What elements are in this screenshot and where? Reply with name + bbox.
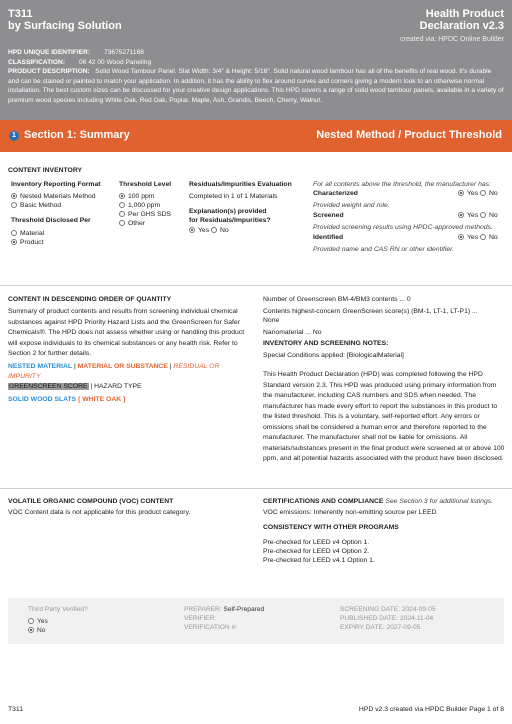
nanomaterial: Nanomaterial ... No — [263, 329, 322, 336]
explanation-yes-label: Yes — [198, 227, 210, 234]
radio-characterized-yes[interactable] — [458, 190, 464, 196]
opt-material-label: Material — [20, 230, 45, 237]
classification-label: CLASSIFICATION: — [8, 58, 66, 66]
expiry-date-value: 2027-09-05 — [386, 624, 421, 631]
legend-nested: NESTED MATERIAL — [8, 362, 73, 370]
section-bar — [0, 120, 512, 152]
verification-box — [8, 598, 504, 644]
contents-heading: CONTENT IN DESCENDING ORDER OF QUANTITY — [8, 296, 172, 303]
opt-basic-label: Basic Method — [20, 202, 62, 209]
section-title: Section 1: Summary — [24, 129, 130, 141]
opt-nested-label: Nested Materials Method — [20, 193, 96, 200]
third-party-label: Third Party Verified? — [28, 606, 88, 613]
item-nested-material: SOLID WOOD SLATS — [8, 395, 77, 403]
threshold-label: Product Threshold — [404, 129, 502, 141]
program-item: Pre-checked for LEED v4.1 Option 1. — [263, 557, 375, 564]
radio-identified-no[interactable] — [480, 234, 486, 240]
radio-other[interactable] — [119, 220, 125, 226]
radio-characterized-no[interactable] — [480, 190, 486, 196]
radio-material[interactable] — [11, 230, 17, 236]
residuals-value: Completed in 1 of 1 Materials — [189, 193, 278, 200]
verified-yes-label: Yes — [37, 618, 48, 625]
radio-explanation-no[interactable] — [211, 227, 217, 233]
characterized-note: Provided weight and role. — [313, 202, 390, 209]
preparer-label: PREPARER: — [184, 606, 222, 613]
legend — [8, 362, 252, 382]
identified-yes-label: Yes — [467, 234, 479, 241]
legend-sep: | — [167, 362, 174, 370]
explanation-label-2: for Residuals/Impurities? — [189, 217, 271, 224]
third-party-group — [28, 605, 88, 635]
reporting-format-label: Inventory Reporting Format — [11, 181, 101, 188]
legend-gs-score: GREENSCREEN SCORE — [9, 383, 88, 391]
certifications-section — [263, 497, 506, 565]
header-meta — [8, 48, 504, 106]
document-header — [0, 0, 512, 120]
threshold-disclosed-label: Threshold Disclosed Per — [11, 217, 91, 224]
description-value: Solid Wood Tambour Panel. Slat Width: 3/4" & Height: 5/16". Solid natural wood tambour has all of the benefits of real wood. It's durable and can be stained or painted to match your application. In addition, it has the ability to flex around curves and corners giving a modern look to an otherwise normal installation. The best custom sizes can be discussed for your creative design applications. This HPD covers a range of solid wood tambour panels, available in a variety of premium wood species including White Oak, Red Oak, Poplar, Maple, Ash, Grandis, Beech, Cherry, Walnut. — [8, 68, 504, 104]
threshold-level-label: Threshold Level — [119, 181, 172, 188]
highest-concern-value: None — [263, 317, 280, 324]
legend-sep: | — [88, 383, 95, 391]
created-via: created via: HPDC Online Builder — [400, 36, 504, 43]
method-threshold — [316, 129, 502, 141]
explanation-label-1: Explanation(s) provided — [189, 208, 267, 215]
manufacturer-has-group — [313, 180, 506, 254]
highest-concern: Contents highest-concern GreenScreen score(s) (BM-1, LT-1, LT-P1) ... — [263, 308, 478, 315]
voc-heading: VOLATILE ORGANIC COMPOUND (VOC) CONTENT — [8, 498, 174, 505]
radio-identified-yes[interactable] — [458, 234, 464, 240]
item-material: WHITE OAK — [82, 395, 122, 403]
opt-other-label: Other — [128, 220, 145, 227]
hpd-title-line1: Health Product — [425, 8, 504, 20]
above-threshold-note: For all contents above the threshold, the manufacturer has: — [313, 181, 491, 188]
classification-value: 06 42 00 Wood Paneling — [79, 58, 152, 66]
verification-number-label: VERIFICATION #: — [184, 624, 238, 631]
radio-100ppm[interactable] — [119, 193, 125, 199]
screened-no-label: No — [488, 212, 498, 219]
contents-section — [8, 295, 252, 404]
radio-verified-yes[interactable] — [28, 618, 34, 624]
certifications-see: See Section 3 for additional listings. — [385, 498, 494, 505]
published-date-label: PUBLISHED DATE: — [340, 615, 399, 622]
published-date-value: 2024-11-04 — [399, 615, 434, 622]
notes-heading: INVENTORY AND SCREENING NOTES: — [263, 340, 389, 347]
voc-text: VOC Content data is not applicable for this product category. — [8, 509, 191, 516]
method-label: Nested Method — [316, 129, 396, 141]
identified-no-label: No — [488, 234, 498, 241]
description-label: PRODUCT DESCRIPTION: — [8, 68, 90, 76]
content-item: SOLID WOOD SLATS [ WHITE OAK ] — [8, 395, 126, 403]
page-footer — [8, 706, 504, 713]
radio-ghs[interactable] — [119, 211, 125, 217]
radio-screened-no[interactable] — [480, 212, 486, 218]
threshold-level-group — [119, 180, 185, 228]
bm-count: Number of Greenscreen BM-4/BM3 contents ... 0 — [263, 296, 411, 303]
footer-left: T311 — [8, 706, 23, 713]
divider — [0, 488, 512, 489]
characterized-no-label: No — [488, 190, 498, 197]
manufacturer-name: by Surfacing Solution — [8, 20, 122, 32]
voc-section — [8, 497, 252, 517]
residuals-label: Residuals/Impurities Evaluation — [189, 181, 292, 188]
uid-label: HPD UNIQUE IDENTIFIER: — [8, 49, 91, 56]
section-number-badge: 1 — [9, 131, 19, 141]
screened-note: Provided screening results using HPDC-approved methods. — [313, 224, 493, 231]
legend-sep: | — [72, 362, 78, 370]
product-code: T311 — [8, 8, 33, 20]
radio-explanation-yes[interactable] — [189, 227, 195, 233]
opt-100-label: 100 ppm — [128, 193, 155, 200]
screened-yes-label: Yes — [467, 212, 479, 219]
identified-label: Identified — [313, 234, 344, 241]
certifications-heading: CERTIFICATIONS AND COMPLIANCE — [263, 498, 384, 505]
radio-1000ppm[interactable] — [119, 202, 125, 208]
expiry-date-label: EXPIRY DATE: — [340, 624, 385, 631]
special-conditions: Special Conditions applied: [BiologicalMaterial] — [263, 352, 404, 359]
screening-date-value: 2024-09-05 — [401, 606, 436, 613]
opt-ghs-label: Per GHS SDS — [128, 211, 172, 218]
verified-no-label: No — [37, 627, 46, 634]
contents-summary: Summary of product contents and results from screening individual chemical substances against HPD Priority Hazard Lists and the GreenScreen for Safer Chemicals®. The HPD does not assess whether using or handling this product will expose individuals to its chemical substances or any health risk. Refer to Section 2 for further details. — [8, 308, 245, 358]
legend-residual: RESIDUAL OR IMPURITY — [8, 362, 220, 381]
radio-product[interactable] — [11, 239, 17, 245]
content-inventory-heading: CONTENT INVENTORY — [8, 167, 83, 174]
screening-date-label: SCREENING DATE: — [340, 606, 400, 613]
divider — [0, 285, 512, 286]
consistency-heading: CONSISTENCY WITH OTHER PROGRAMS — [263, 524, 399, 531]
hpd-disclaimer: This Health Product Declaration (HPD) was completed following the HPD Standard version 2.3. This HPD was produced using primary information from the manufacturer, including CAS numbers and SDS when needed. The manufacturer has made every effort to report the substances in this product to the listed threshold. This is a voluntary, self-reported effort. Any errors or omissions shall be considered a human error and therefore reported to the manufacturer. The manufacturer shall not be liable for omissions. All materials/substances present in the final product were screened at or above 100 ppm, and all potential hazards associated with the product have been disclosed. — [263, 371, 505, 462]
legend-hazard: HAZARD TYPE — [94, 383, 142, 391]
greenscreen-section — [263, 295, 506, 465]
voc-emissions: VOC emissions: Inherently non-emitting source per LEED — [263, 509, 437, 516]
explanation-no-label: No — [219, 227, 229, 234]
screened-label: Screened — [313, 212, 344, 219]
radio-verified-no[interactable] — [28, 627, 34, 633]
preparer-group — [184, 605, 264, 632]
characterized-yes-label: Yes — [467, 190, 479, 197]
program-item: Pre-checked for LEED v4 Option 1. — [263, 539, 370, 546]
residuals-group — [189, 180, 305, 235]
preparer-value: Self-Prepared — [223, 606, 265, 613]
uid-value: 73675271168 — [104, 49, 144, 56]
radio-nested[interactable] — [11, 193, 17, 199]
opt-product-label: Product — [20, 239, 44, 246]
hpd-title — [400, 8, 504, 46]
opt-1000-label: 1,000 ppm — [128, 202, 161, 209]
legend-material: MATERIAL OR SUBSTANCE — [77, 362, 168, 370]
footer-right: HPD v2.3 created via HPDC Builder Page 1 of 8 — [358, 706, 504, 713]
method-sep: / — [395, 129, 405, 141]
hpd-title-line2: Declaration v2.3 — [419, 20, 504, 32]
radio-screened-yes[interactable] — [458, 212, 464, 218]
identified-note: Provided name and CAS RN or other identifier. — [313, 246, 455, 253]
characterized-label: Characterized — [313, 190, 358, 197]
verifier-label: VERIFIER: — [184, 615, 217, 622]
reporting-format-group — [11, 180, 121, 247]
radio-basic[interactable] — [11, 202, 17, 208]
dates-group — [340, 605, 436, 632]
program-item: Pre-checked for LEED v4 Option 2. — [263, 548, 370, 555]
product-identity — [8, 8, 122, 32]
